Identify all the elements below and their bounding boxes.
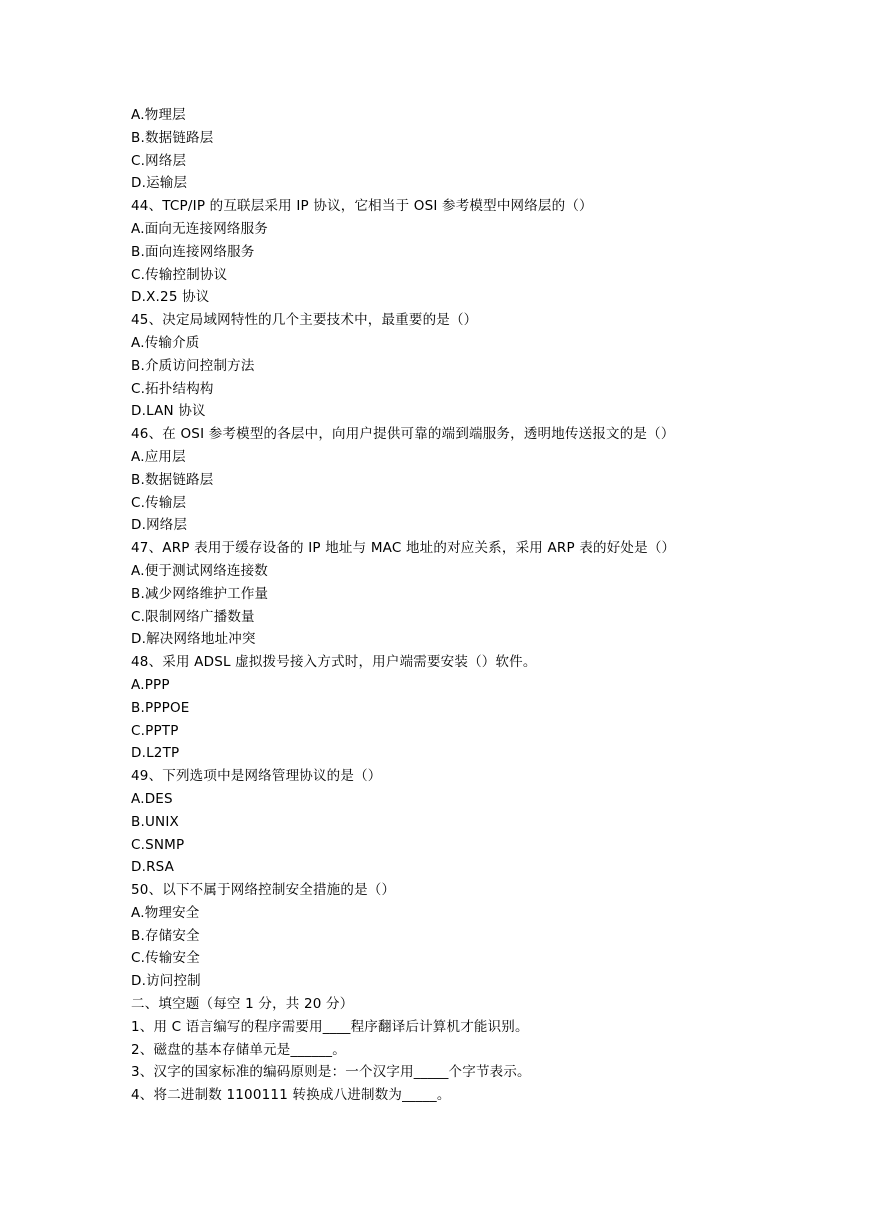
option-45-d: D.LAN 协议: [131, 403, 206, 420]
option-43-b: B.数据链路层: [131, 129, 214, 146]
option-44-d: D.X.25 协议: [131, 289, 210, 306]
question-48: 48、采用 ADSL 虚拟拨号接入方式时，用户端需要安装（）软件。: [131, 654, 537, 671]
fill-question-1: 1、用 C 语言编写的程序需要用____程序翻译后计算机才能识别。: [131, 1018, 529, 1035]
option-49-c: C.SNMP: [131, 836, 185, 853]
option-45-b: B.介质访问控制方法: [131, 357, 255, 374]
option-50-a: A.物理安全: [131, 904, 200, 921]
option-48-b: B.PPPOE: [131, 699, 190, 716]
option-49-b: B.UNIX: [131, 813, 179, 830]
question-49: 49、下列选项中是网络管理协议的是（）: [131, 768, 382, 785]
option-50-b: B.存储安全: [131, 927, 200, 944]
option-50-d: D.访问控制: [131, 973, 201, 990]
section-heading-fill-in: 二、填空题（每空 1 分，共 20 分）: [131, 996, 354, 1013]
option-50-c: C.传输安全: [131, 950, 200, 967]
option-43-a: A.物理层: [131, 107, 186, 123]
option-46-b: B.数据链路层: [131, 471, 214, 488]
option-49-d: D.RSA: [131, 859, 175, 876]
option-47-c: C.限制网络广播数量: [131, 608, 255, 625]
option-45-a: A.传输介质: [131, 334, 200, 351]
question-46: 46、在 OSI 参考模型的各层中，向用户提供可靠的端到端服务，透明地传送报文的是（）: [131, 426, 675, 443]
option-48-a: A.PPP: [131, 676, 170, 693]
option-47-d: D.解决网络地址冲突: [131, 631, 256, 648]
document-body: [131, 104, 831, 1107]
option-47-b: B.减少网络维护工作量: [131, 585, 269, 602]
question-47: 47、ARP 表用于缓存设备的 IP 地址与 MAC 地址的对应关系，采用 ARP 表的好处是（）: [131, 540, 676, 557]
option-47-a: A.便于测试网络连接数: [131, 562, 268, 579]
option-44-c: C.传输控制协议: [131, 266, 228, 283]
fill-question-4: 4、将二进制数 1100111 转换成八进制数为_____。: [131, 1087, 451, 1104]
option-46-d: D.网络层: [131, 517, 188, 534]
option-46-a: A.应用层: [131, 448, 186, 465]
option-43-d: D.运输层: [131, 175, 188, 192]
fill-question-3: 3、汉字的国家标准的编码原则是：一个汉字用_____个字节表示。: [131, 1064, 531, 1081]
option-43-c: C.网络层: [131, 152, 187, 169]
option-46-c: C.传输层: [131, 494, 187, 511]
question-44: 44、TCP/IP 的互联层采用 IP 协议，它相当于 OSI 参考模型中网络层的（）: [131, 198, 593, 215]
option-44-a: A.面向无连接网络服务: [131, 220, 268, 237]
question-50: 50、以下不属于网络控制安全措施的是（）: [131, 882, 396, 899]
option-45-c: C.拓扑结构构: [131, 380, 214, 397]
option-48-c: C.PPTP: [131, 722, 179, 739]
option-49-a: A.DES: [131, 790, 173, 807]
option-44-b: B.面向连接网络服务: [131, 243, 255, 260]
fill-question-2: 2、磁盘的基本存储单元是______。: [131, 1041, 346, 1058]
option-48-d: D.L2TP: [131, 745, 180, 762]
question-45: 45、决定局域网特性的几个主要技术中，最重要的是（）: [131, 312, 478, 329]
